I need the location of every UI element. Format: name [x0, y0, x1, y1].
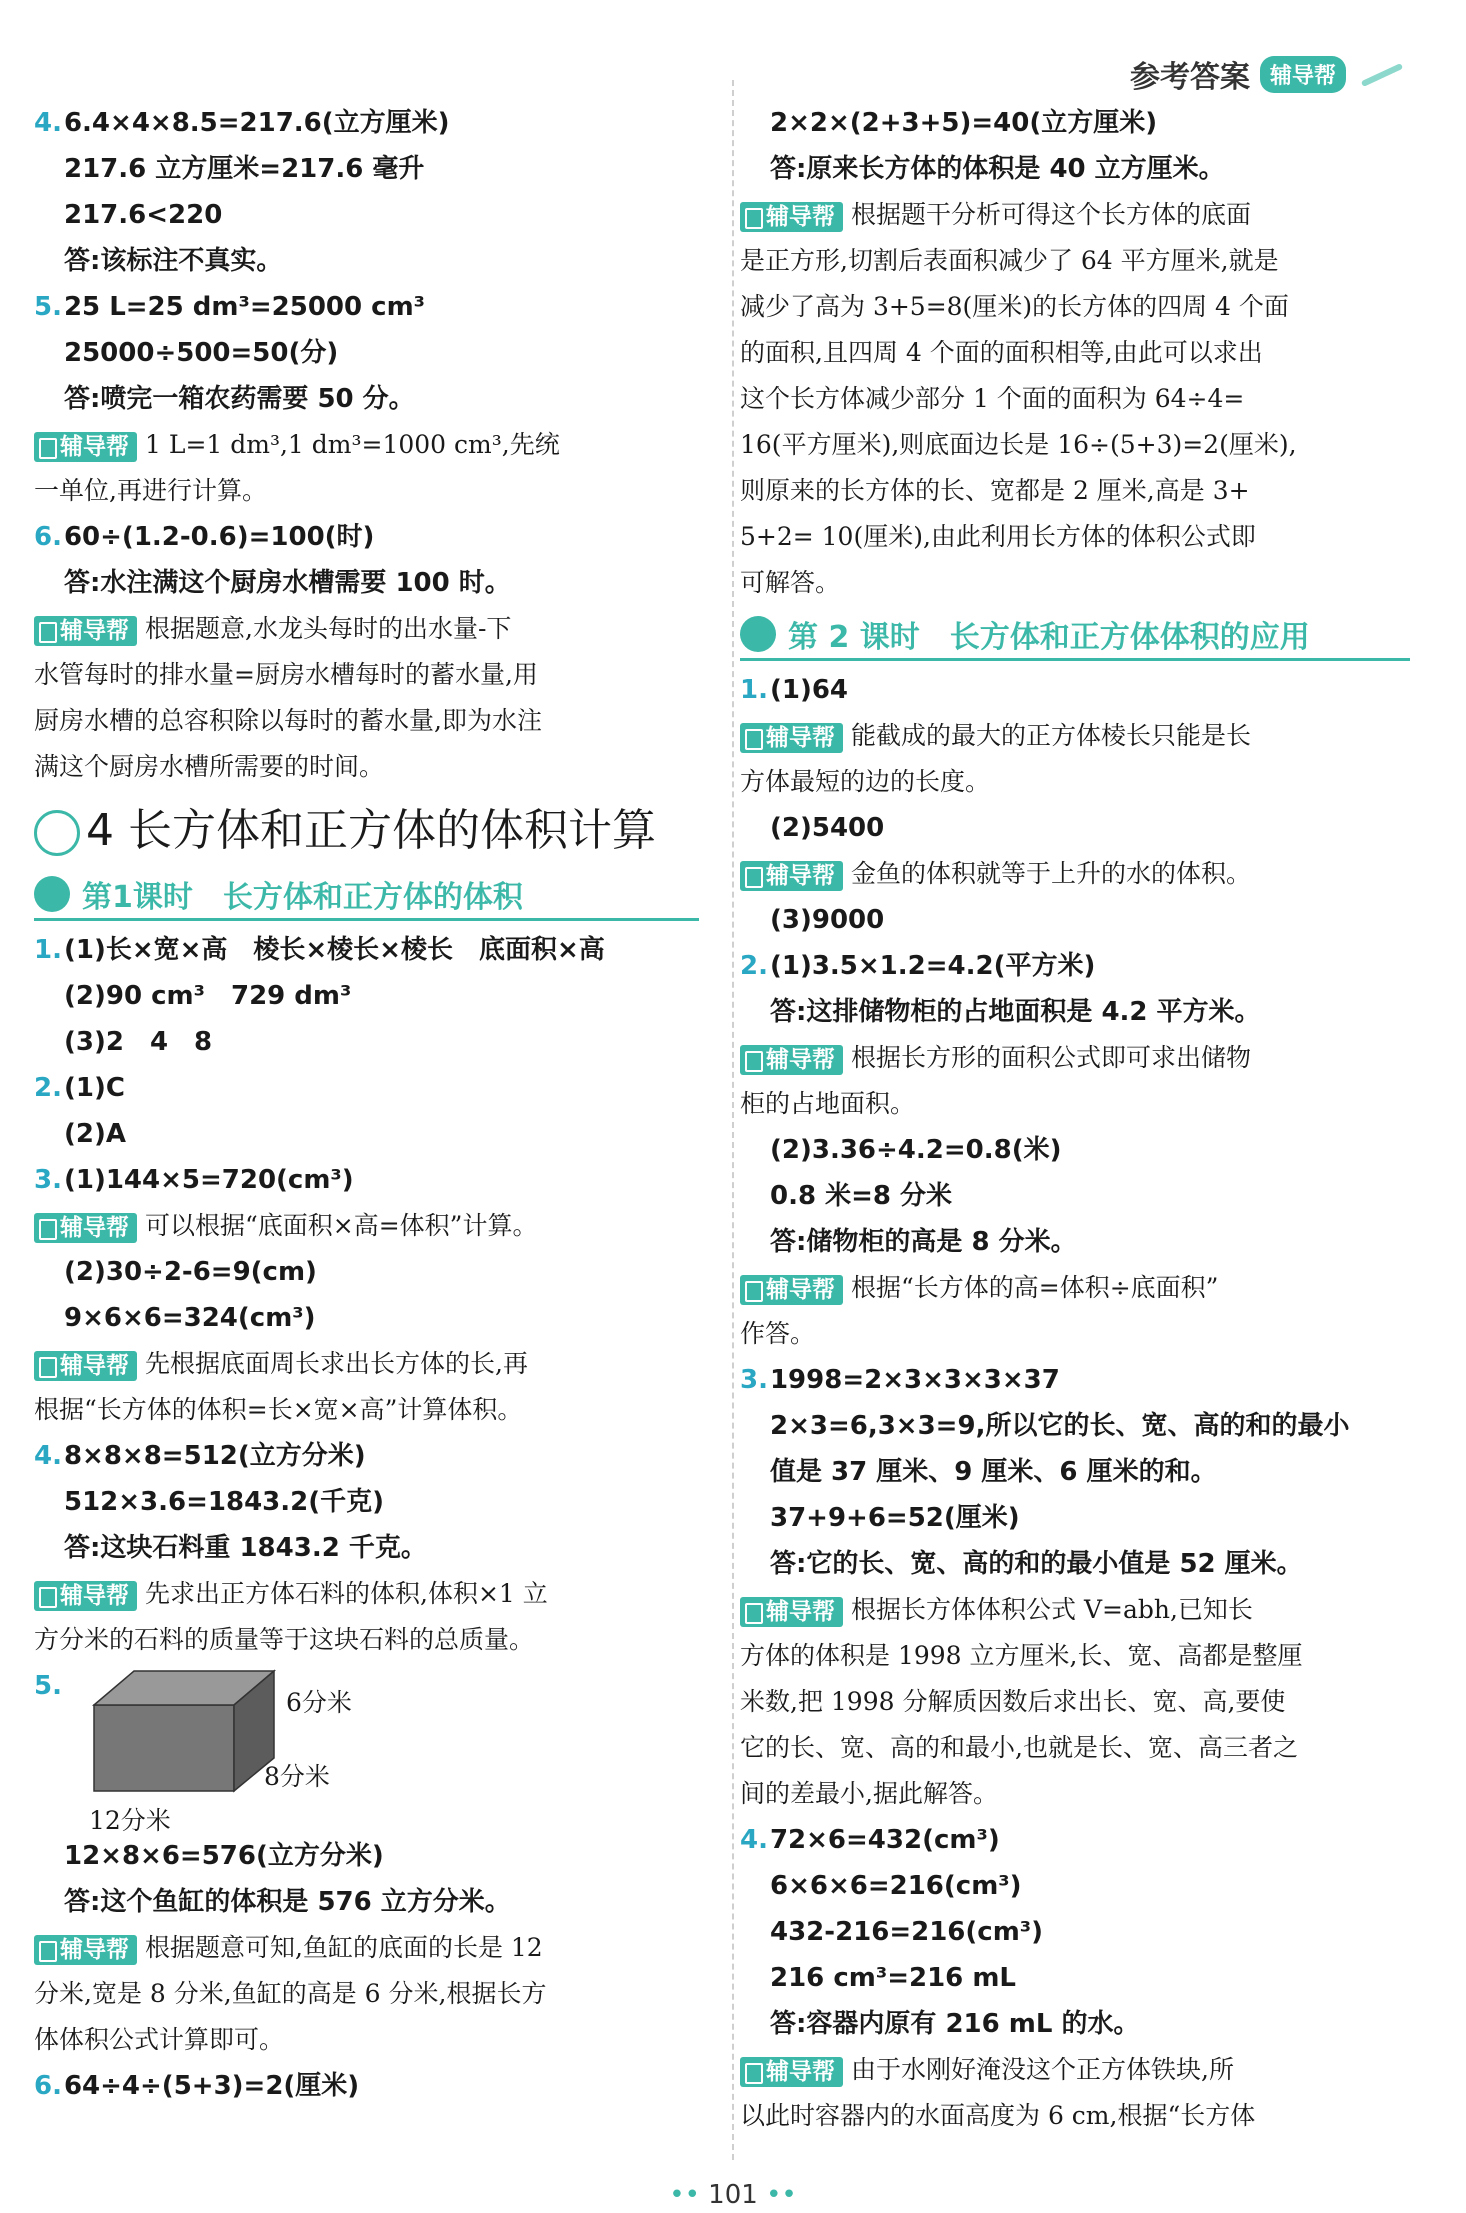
question-number: 3. [740, 1365, 768, 1395]
tip-line [740, 192, 1410, 238]
answer-line [34, 192, 699, 238]
unit-heading [34, 796, 699, 866]
tip-text: 先根据底面周长求出长方体的长,再 [145, 1349, 528, 1378]
tip-text: 根据题意可知,鱼缸的底面的长是 12 [145, 1933, 543, 1962]
tip-badge: 辅导帮 [740, 202, 843, 232]
line-text: (1)C [63, 1073, 125, 1103]
line-text: 答:储物柜的高是 8 分米。 [770, 1227, 1077, 1257]
line-text: 5+2= 10(厘米),由此利用长方体的体积公式即 [740, 522, 1256, 551]
line-text: 216 cm³=216 mL [770, 1963, 1016, 1993]
tip-text: 金鱼的体积就等于上升的水的体积。 [851, 859, 1252, 888]
answer-line [34, 376, 699, 422]
line-text: 432-216=216(cm³) [770, 1917, 1044, 1947]
line-text: 作答。 [740, 1319, 816, 1348]
answer-line [740, 1863, 1410, 1909]
answer-line [34, 1295, 699, 1341]
tip-badge: 辅导帮 [34, 1213, 137, 1243]
tip-text: 先求出正方体石料的体积,体积×1 立 [145, 1579, 548, 1608]
answer-line [740, 1449, 1410, 1495]
answer-line [740, 1357, 1410, 1403]
line-text: 答:容器内原有 216 mL 的水。 [770, 2009, 1140, 2039]
line-text: 217.6 立方厘米=217.6 毫升 [64, 154, 425, 184]
question-number: 1. [740, 675, 768, 705]
line-text: 根据“长方体的体积=长×宽×高”计算体积。 [34, 1395, 523, 1424]
line-text: 柜的占地面积。 [740, 1089, 916, 1118]
line-text: 72×6=432(cm³) [769, 1825, 1000, 1855]
tip-badge: 辅导帮 [34, 432, 137, 462]
answer-line [740, 667, 1410, 713]
answer-line [34, 744, 699, 790]
line-text: 分米,宽是 8 分米,鱼缸的高是 6 分米,根据长方 [34, 1979, 547, 2008]
tip-text: 根据长方形的面积公式即可求出储物 [851, 1043, 1252, 1072]
lesson-icon [34, 876, 70, 912]
line-text: (1)3.5×1.2=4.2(平方米) [769, 951, 1096, 981]
tip-line [34, 1571, 699, 1617]
tip-badge: 辅导帮 [740, 2057, 843, 2087]
line-text: 2×3=6,3×3=9,所以它的长、宽、高的和的最小 [770, 1411, 1350, 1441]
height-label: 6分米 [286, 1688, 352, 1717]
line-text: (2)30÷2-6=9(cm) [64, 1257, 317, 1287]
line-text: 1998=2×3×3×3×37 [769, 1365, 1060, 1395]
answer-line [740, 1173, 1410, 1219]
answer-line [740, 100, 1410, 146]
tip-badge: 辅导帮 [740, 1597, 843, 1627]
tip-badge: 辅导帮 [34, 1935, 137, 1965]
line-text: 512×3.6=1843.2(千克) [64, 1487, 384, 1517]
lesson-title: 第1课时 长方体和正方体的体积 [82, 880, 523, 915]
column-divider [732, 80, 734, 2160]
tip-badge: 辅导帮 [740, 723, 843, 753]
answer-line [740, 1311, 1410, 1357]
line-text: 25000÷500=50(分) [64, 338, 339, 368]
answer-line [34, 927, 699, 973]
line-text: 答:喷完一箱农药需要 50 分。 [64, 384, 415, 414]
answer-line [740, 238, 1410, 284]
line-text: 2×2×(2+3+5)=40(立方厘米) [770, 108, 1158, 138]
question-number: 6. [34, 522, 62, 552]
tip-line [740, 1265, 1410, 1311]
question-number: 4. [34, 1441, 62, 1471]
answer-line [740, 468, 1410, 514]
answer-line [740, 422, 1410, 468]
unit-icon [34, 810, 80, 856]
tip-line [34, 1341, 699, 1387]
line-text: 满这个厨房水槽所需要的时间。 [34, 752, 385, 781]
answer-line [34, 1833, 699, 1879]
answer-line [34, 238, 699, 284]
answer-line [34, 560, 699, 606]
length-label: 12分米 [89, 1806, 171, 1835]
answer-line [740, 897, 1410, 943]
answer-line [34, 1479, 699, 1525]
line-text: 一单位,再进行计算。 [34, 476, 267, 505]
answer-line [34, 284, 699, 330]
tip-text: 能截成的最大的正方体棱长只能是长 [851, 721, 1252, 750]
answer-line [34, 1879, 699, 1925]
dots-left-icon: •• [669, 2180, 700, 2210]
answer-line [740, 1955, 1410, 2001]
question-number: 5. [34, 292, 62, 322]
line-text: 方体最短的边的长度。 [740, 767, 991, 796]
line-text: 8×8×8=512(立方分米) [63, 1441, 366, 1471]
answer-line [740, 759, 1410, 805]
line-text: 答:该标注不真实。 [64, 246, 283, 276]
answer-line [740, 1909, 1410, 1955]
answer-line [34, 2063, 699, 2109]
answer-line [740, 1725, 1410, 1771]
answer-line [34, 146, 699, 192]
line-text: (3)2 4 8 [64, 1027, 213, 1057]
line-text: (2)90 cm³ 729 dm³ [64, 981, 352, 1011]
question-number: 2. [34, 1073, 62, 1103]
tip-text: 1 L=1 dm³,1 dm³=1000 cm³,先统 [145, 430, 560, 459]
answer-line [34, 2017, 699, 2063]
answer-line [740, 514, 1410, 560]
answer-line [740, 1679, 1410, 1725]
left-column [34, 100, 699, 2109]
tip-badge: 辅导帮 [34, 1581, 137, 1611]
answer-line [740, 1495, 1410, 1541]
answer-line [740, 284, 1410, 330]
line-text: 方分米的石料的质量等于这块石料的总质量。 [34, 1625, 535, 1654]
line-text: 答:这块石料重 1843.2 千克。 [64, 1533, 427, 1563]
line-text: (1)64 [769, 675, 849, 705]
line-text: (3)9000 [770, 905, 885, 935]
line-text: 可解答。 [740, 568, 841, 597]
answer-line [740, 1541, 1410, 1587]
line-text: 25 L=25 dm³=25000 cm³ [63, 292, 426, 322]
line-text: (1)144×5=720(cm³) [63, 1165, 354, 1195]
answer-line [740, 1081, 1410, 1127]
line-text: 答:水注满这个厨房水槽需要 100 时。 [64, 568, 511, 598]
answer-line [740, 1771, 1410, 1817]
lesson-heading [34, 872, 699, 921]
question-number: 4. [34, 108, 62, 138]
page-header [1130, 52, 1406, 96]
line-text: 方体的体积是 1998 立方厘米,长、宽、高都是整厘 [740, 1641, 1303, 1670]
page-footer [0, 2180, 1466, 2210]
line-text: 0.8 米=8 分米 [770, 1181, 953, 1211]
tip-line [34, 1203, 699, 1249]
line-text: 间的差最小,据此解答。 [740, 1779, 998, 1808]
answer-line [34, 468, 699, 514]
answer-line [34, 1157, 699, 1203]
line-text: 这个长方体减少部分 1 个面的面积为 64÷4= [740, 384, 1245, 413]
tip-line [740, 2047, 1410, 2093]
pen-icon [1356, 60, 1406, 88]
question-number: 2. [740, 951, 768, 981]
line-text: (1)长×宽×高 棱长×棱长×棱长 底面积×高 [63, 935, 605, 965]
line-text: (2)3.36÷4.2=0.8(米) [770, 1135, 1062, 1165]
answer-line [34, 1065, 699, 1111]
line-text: 12×8×6=576(立方分米) [64, 1841, 384, 1871]
answer-line [34, 330, 699, 376]
answer-line [740, 376, 1410, 422]
width-label: 8分米 [264, 1762, 330, 1791]
header-badge: 辅导帮 [1260, 56, 1346, 93]
answer-line [34, 698, 699, 744]
answer-line [740, 1633, 1410, 1679]
right-column [740, 100, 1410, 2139]
page-number: 101 [708, 2180, 758, 2210]
line-text: 答:这个鱼缸的体积是 576 立方分米。 [64, 1887, 511, 1917]
answer-line [740, 1127, 1410, 1173]
line-text: 减少了高为 3+5=8(厘米)的长方体的四周 4 个面 [740, 292, 1289, 321]
tip-line [740, 713, 1410, 759]
line-text: 厨房水槽的总容积除以每时的蓄水量,即为水注 [34, 706, 542, 735]
tip-badge: 辅导帮 [34, 1351, 137, 1381]
line-text: 则原来的长方体的长、宽都是 2 厘米,高是 3+ [740, 476, 1250, 505]
tip-text: 根据题意,水龙头每时的出水量-下 [145, 614, 512, 643]
answer-line [740, 805, 1410, 851]
line-text: 的面积,且四周 4 个面的面积相等,由此可以求出 [740, 338, 1263, 367]
answer-line [740, 989, 1410, 1035]
tip-text: 根据长方体体积公式 V=abh,已知长 [851, 1595, 1253, 1624]
line-text: (2)5400 [770, 813, 885, 843]
line-text: 值是 37 厘米、9 厘米、6 厘米的和。 [770, 1457, 1217, 1487]
tip-text: 根据“长方体的高=体积÷底面积” [851, 1273, 1219, 1302]
line-text: 以此时容器内的水面高度为 6 cm,根据“长方体 [740, 2101, 1256, 2130]
line-text: (2)A [64, 1119, 126, 1149]
answer-line [740, 146, 1410, 192]
answer-line [34, 1971, 699, 2017]
question-number: 5. [34, 1671, 62, 1701]
answer-line [34, 1617, 699, 1663]
question-number: 1. [34, 935, 62, 965]
answer-line [34, 1387, 699, 1433]
answer-line [740, 2001, 1410, 2047]
tip-line [34, 1925, 699, 1971]
line-text: 217.6<220 [64, 200, 223, 230]
line-text: 64÷4÷(5+3)=2(厘米) [63, 2071, 360, 2101]
tip-text: 可以根据“底面积×高=体积”计算。 [145, 1211, 538, 1240]
answer-line [740, 2093, 1410, 2139]
answer-line [34, 514, 699, 560]
line-text: 9×6×6=324(cm³) [64, 1303, 316, 1333]
answer-line [34, 973, 699, 1019]
question-number: 6. [34, 2071, 62, 2101]
lesson-icon [740, 616, 776, 652]
answer-line [740, 943, 1410, 989]
tip-line [34, 422, 699, 468]
tip-text: 根据题干分析可得这个长方体的底面 [851, 200, 1252, 229]
header-title: 参考答案 [1129, 60, 1250, 95]
line-text: 6×6×6=216(cm³) [770, 1871, 1022, 1901]
question-number: 3. [34, 1165, 62, 1195]
answer-line [34, 1111, 699, 1157]
answer-line [34, 1249, 699, 1295]
tip-line [34, 606, 699, 652]
cuboid-figure [34, 1663, 699, 1833]
tip-line [740, 1035, 1410, 1081]
lesson-heading [740, 612, 1410, 661]
line-text: 答:这排储物柜的占地面积是 4.2 平方米。 [770, 997, 1261, 1027]
line-text: 37+9+6=52(厘米) [770, 1503, 1020, 1533]
line-text: 水管每时的排水量=厨房水槽每时的蓄水量,用 [34, 660, 538, 689]
line-text: 16(平方厘米),则底面边长是 16÷(5+3)=2(厘米), [740, 430, 1297, 459]
cuboid-front-face [94, 1705, 234, 1791]
tip-line [740, 851, 1410, 897]
answer-line [34, 652, 699, 698]
answer-line [34, 100, 699, 146]
line-text: 米数,把 1998 分解质因数后求出长、宽、高,要使 [740, 1687, 1286, 1716]
answer-line [34, 1019, 699, 1065]
answer-line [740, 1403, 1410, 1449]
answer-line [740, 1219, 1410, 1265]
line-text: 体体积公式计算即可。 [34, 2025, 285, 2054]
line-text: 它的长、宽、高的和最小,也就是长、宽、高三者之 [740, 1733, 1298, 1762]
tip-badge: 辅导帮 [34, 616, 137, 646]
line-text: 是正方形,切割后表面积减少了 64 平方厘米,就是 [740, 246, 1279, 275]
answer-line [740, 1817, 1410, 1863]
line-text: 60÷(1.2-0.6)=100(时) [63, 522, 375, 552]
lesson-title: 第 2 课时 长方体和正方体体积的应用 [788, 620, 1310, 655]
line-text: 6.4×4×8.5=217.6(立方厘米) [63, 108, 450, 138]
question-number: 4. [740, 1825, 768, 1855]
tip-badge: 辅导帮 [740, 861, 843, 891]
unit-title: 4 长方体和正方体的体积计算 [86, 805, 656, 856]
line-text: 答:它的长、宽、高的和的最小值是 52 厘米。 [770, 1549, 1303, 1579]
line-text: 答:原来长方体的体积是 40 立方厘米。 [770, 154, 1225, 184]
answer-line [740, 560, 1410, 606]
tip-line [740, 1587, 1410, 1633]
answer-line [740, 330, 1410, 376]
tip-text: 由于水刚好淹没这个正方体铁块,所 [851, 2055, 1234, 2084]
tip-badge: 辅导帮 [740, 1045, 843, 1075]
tip-badge: 辅导帮 [740, 1275, 843, 1305]
dots-right-icon: •• [766, 2180, 797, 2210]
answer-line [34, 1433, 699, 1479]
answer-line [34, 1525, 699, 1571]
